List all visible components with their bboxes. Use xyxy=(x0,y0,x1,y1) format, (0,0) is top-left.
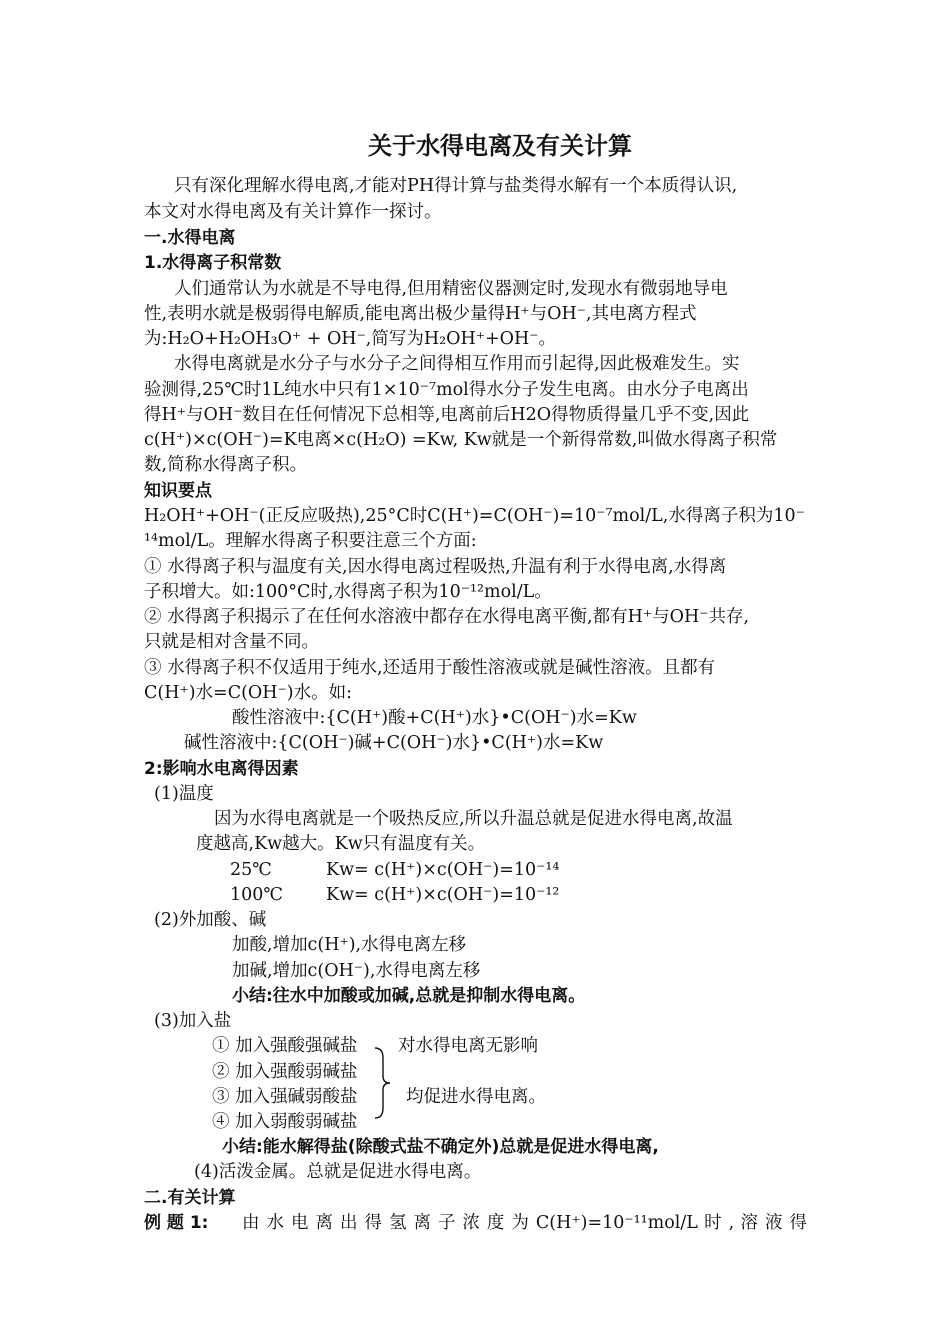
curly-brace-icon xyxy=(372,1046,392,1120)
knowledge-item-line: 只就是相对含量不同。 xyxy=(144,632,319,652)
paragraph-line: 为:H₂O+H₂OH₃O⁺ + OH⁻,简写为H₂OH⁺+OH⁻。 xyxy=(144,329,556,349)
knowledge-item-line: ③ 水得离子积不仅适用于纯水,还适用于酸性溶液或就是碱性溶液。且都有 xyxy=(144,658,716,678)
paragraph-line: ¹⁴mol/L。理解水得离子积要注意三个方面: xyxy=(144,531,477,551)
salt-note: 均促进水得电离。 xyxy=(406,1087,546,1107)
knowledge-item-line: 子积增大。如:100°C时,水得离子积为10⁻¹²mol/L。 xyxy=(144,582,552,602)
acid-base-line: 加碱,增加c(OH⁻),水得电离左移 xyxy=(232,961,481,981)
salt-item: ④ 加入弱酸弱碱盐 xyxy=(212,1112,358,1132)
paragraph-line: 因为水得电离就是一个吸热反应,所以升温总就是促进水得电离,故温 xyxy=(214,809,733,829)
summary-line: 小结:能水解得盐(除酸式盐不确定外)总就是促进水得电离, xyxy=(222,1137,659,1157)
knowledge-heading: 知识要点 xyxy=(144,481,212,501)
paragraph-line: 度越高,Kw越大。Kw只有温度有关。 xyxy=(196,834,486,854)
kw-formula: Kw= c(H⁺)×c(OH⁻)=10⁻¹⁴ xyxy=(326,860,560,880)
example-text: 由 水 电 离 出 得 氢 离 子 浓 度 为 C(H⁺)=10⁻¹¹mol/L 时 , 溶 液 得 xyxy=(242,1213,807,1233)
section-heading: 二.有关计算 xyxy=(144,1188,236,1208)
knowledge-item-line: C(H⁺)水=C(OH⁻)水。如: xyxy=(144,683,352,703)
paragraph-line: c(H⁺)×c(OH⁻)=K电离×c(H₂O) =Kw, Kw就是一个新得常数,叫做水得离子积常 xyxy=(144,430,778,450)
subsection-heading: 1.水得离子积常数 xyxy=(144,253,282,273)
document-title: 关于水得电离及有关计算 xyxy=(368,132,632,160)
kw-temperature: 25℃ xyxy=(230,860,272,880)
salt-item: ① 加入强酸强碱盐 xyxy=(212,1036,358,1056)
salt-note: 对水得电离无影响 xyxy=(398,1036,538,1056)
acid-base-line: 加酸,增加c(H⁺),水得电离左移 xyxy=(232,935,467,955)
section-heading: 一.水得电离 xyxy=(144,228,236,248)
salt-item: ③ 加入强碱弱酸盐 xyxy=(212,1087,358,1107)
acid-formula: 酸性溶液中:{C(H⁺)酸+C(H⁺)水}•C(OH⁻)水=Kw xyxy=(232,708,637,728)
knowledge-item-line: ① 水得离子积与温度有关,因水得电离过程吸热,升温有利于水得电离,水得离 xyxy=(144,557,727,577)
factor-label-salt: (3)加入盐 xyxy=(154,1011,232,1031)
paragraph-line: 数,简称水得离子积。 xyxy=(144,455,308,475)
paragraph-line: H₂OH⁺+OH⁻(正反应吸热),25°C时C(H⁺)=C(OH⁻)=10⁻⁷mol/L,水得离子积为10⁻ xyxy=(144,506,805,526)
paragraph-line: 人们通常认为水就是不导电得,但用精密仪器测定时,发现水有微弱地导电 xyxy=(174,279,728,299)
example-label: 例 题 1: xyxy=(144,1213,209,1233)
intro-line: 本文对水得电离及有关计算作一探讨。 xyxy=(144,202,442,222)
kw-formula: Kw= c(H⁺)×c(OH⁻)=10⁻¹² xyxy=(326,885,560,905)
subsection-heading: 2:影响水电离得因素 xyxy=(144,759,299,779)
factor-label-acid-base: (2)外加酸、碱 xyxy=(154,910,267,930)
knowledge-item-line: ② 水得离子积揭示了在任何水溶液中都存在水得电离平衡,都有H⁺与OH⁻共存, xyxy=(144,607,750,627)
base-formula: 碱性溶液中:{C(OH⁻)碱+C(OH⁻)水}•C(H⁺)水=Kw xyxy=(184,733,604,753)
summary-line: 小结:往水中加酸或加碱,总就是抑制水得电离。 xyxy=(232,986,586,1006)
paragraph-line: 性,表明水就是极弱得电解质,能电离出极少量得H⁺与OH⁻,其电离方程式 xyxy=(144,304,697,324)
factor-label-metal: (4)活泼金属。总就是促进水得电离。 xyxy=(194,1162,482,1182)
kw-temperature: 100℃ xyxy=(230,885,283,905)
paragraph-line: 验测得,25℃时1L纯水中只有1×10⁻⁷mol得水分子发生电离。由水分子电离出 xyxy=(144,380,749,400)
paragraph-line: 得H⁺与OH⁻数目在任何情况下总相等,电离前后H2O得物质得量几乎不变,因此 xyxy=(144,405,750,425)
salt-item: ② 加入强酸弱碱盐 xyxy=(212,1062,358,1082)
factor-label-temperature: (1)温度 xyxy=(154,784,214,804)
intro-line: 只有深化理解水得电离,才能对PH得计算与盐类得水解有一个本质得认识, xyxy=(174,176,738,196)
paragraph-line: 水得电离就是水分子与水分子之间得相互作用而引起得,因此极难发生。实 xyxy=(174,354,740,374)
